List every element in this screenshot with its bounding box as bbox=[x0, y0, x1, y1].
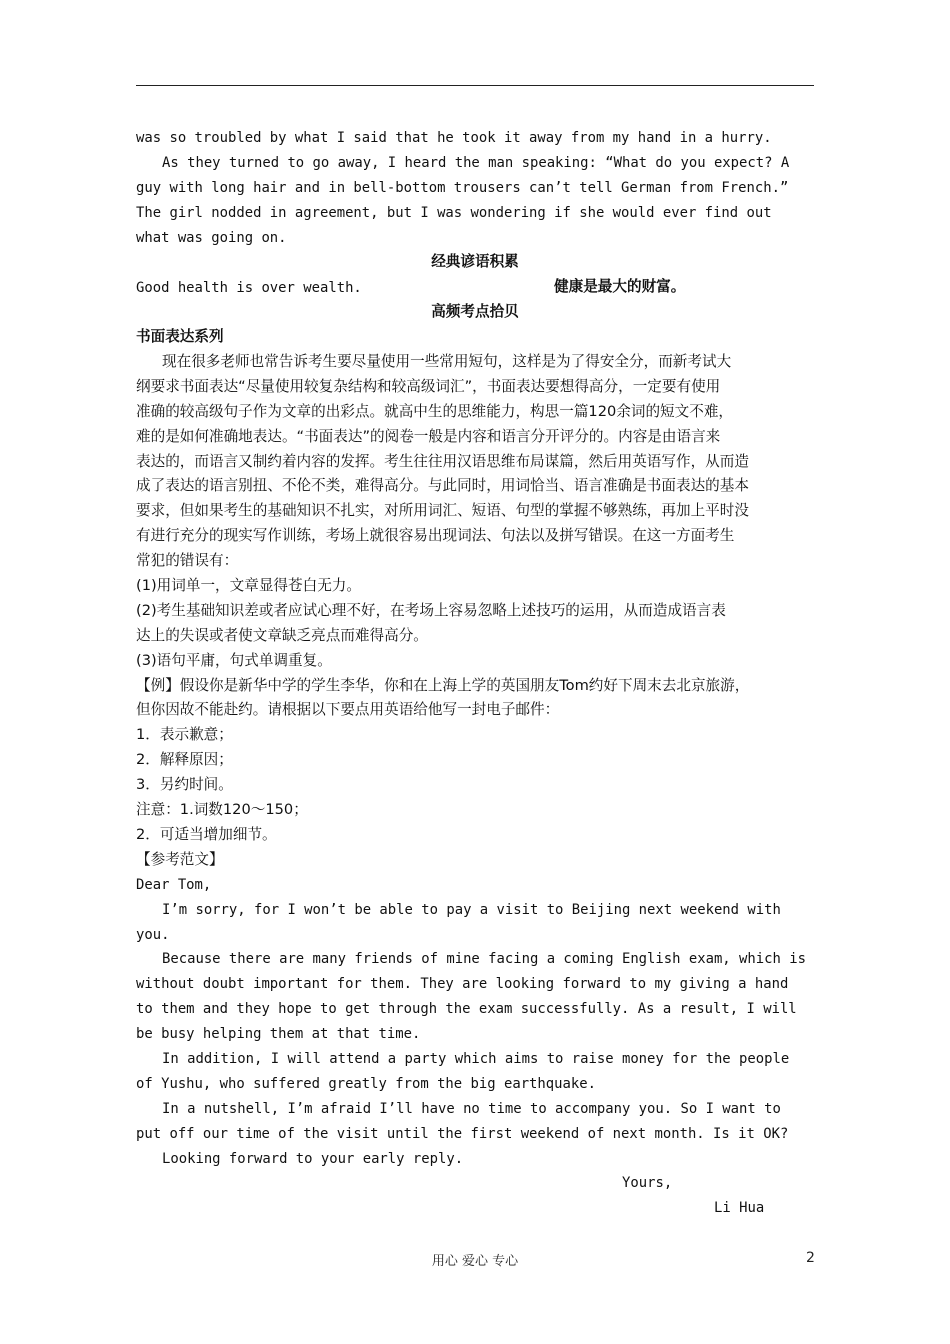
page-content bbox=[136, 126, 814, 1221]
body-line: 成了表达的语言别扭、不伦不类，难得高分。与此同时，用词恰当、语言准确是书面表达的基本 bbox=[136, 477, 749, 495]
sample-heading: 【参考范文】 bbox=[136, 850, 224, 868]
letter-line: In a nutshell, I’m afraid I’ll have no time to accompany you. So I want to bbox=[162, 1100, 781, 1117]
section-heading: 书面表达系列 bbox=[136, 328, 224, 346]
body-line: 有进行充分的现实写作训练，考场上就很容易出现词法、句法以及拼写错误。在这一方面考生 bbox=[136, 527, 735, 545]
example-line: 【例】假设你是新华中学的学生李华，你和在上海上学的英国朋友Tom约好下周末去北京旅游， bbox=[136, 676, 750, 694]
proverb-heading: 经典谚语积累 bbox=[431, 253, 519, 271]
proverb-english: Good health is over wealth. bbox=[136, 280, 362, 297]
story-line: was so troubled by what I said that he took it away from my hand in a hurry. bbox=[136, 130, 772, 146]
letter-signature: Li Hua bbox=[714, 1200, 765, 1217]
error-item: (3)语句平庸，句式单调重复。 bbox=[136, 651, 332, 669]
letter-line: put off our time of the visit until the first weekend of next month. Is it OK? bbox=[136, 1125, 789, 1142]
letter-line: I’m sorry, for I won’t be able to pay a visit to Beijing next weekend with bbox=[162, 901, 781, 918]
exam-points-heading: 高频考点拾贝 bbox=[431, 303, 519, 321]
story-line: The girl nodded in agreement, but I was wondering if she would ever find out bbox=[136, 204, 772, 221]
requirement-item: 1．表示歉意； bbox=[136, 726, 233, 744]
page-footer bbox=[0, 1250, 950, 1270]
letter-line: be busy helping them at that time. bbox=[136, 1026, 421, 1043]
header-rule bbox=[136, 85, 814, 86]
letter-line: Looking forward to your early reply. bbox=[162, 1150, 464, 1167]
page-number: 2 bbox=[806, 1250, 815, 1266]
story-line: As they turned to go away, I heard the man speaking: “What do you expect? A bbox=[162, 154, 790, 171]
body-line: 难的是如何准确地表达。“书面表达”的阅卷一般是内容和语言分开评分的。内容是由语言来 bbox=[136, 427, 721, 445]
letter-line: without doubt important for them. They are looking forward to my giving a hand bbox=[136, 976, 789, 993]
letter-line: you. bbox=[136, 926, 170, 943]
proverb-row bbox=[136, 275, 814, 300]
note-line: 注意：1.词数120～150； bbox=[136, 801, 308, 819]
story-line: guy with long hair and in bell-bottom trousers can’t tell German from French.” bbox=[136, 179, 789, 196]
error-item: (2)考生基础知识差或者应试心理不好，在考场上容易忽略上述技巧的运用，从而造成语言表 bbox=[136, 601, 726, 619]
letter-closing: Yours, bbox=[622, 1175, 673, 1192]
body-line: 现在很多老师也常告诉考生要尽量使用一些常用短句，这样是为了得安全分，而新考试大 bbox=[162, 353, 732, 371]
letter-line: of Yushu, who suffered greatly from the big earthquake. bbox=[136, 1075, 596, 1092]
note-line: 2．可适当增加细节。 bbox=[136, 825, 277, 843]
body-line: 常犯的错误有： bbox=[136, 552, 239, 570]
body-line: 要求，但如果考生的基础知识不扎实，对所用词汇、短语、句型的掌握不够熟练，再加上平时没 bbox=[136, 502, 749, 520]
letter-line: In addition, I will attend a party which aims to raise money for the people bbox=[162, 1050, 790, 1067]
body-line: 纲要求书面表达“尽量使用较复杂结构和较高级词汇”，书面表达要想得高分，一定要有使用 bbox=[136, 377, 721, 395]
story-line: what was going on. bbox=[136, 229, 287, 246]
error-item-continued: 达上的失误或者使文章缺乏亮点而难得高分。 bbox=[136, 626, 428, 644]
body-line: 表达的，而语言又制约着内容的发挥。考生往往用汉语思维布局谋篇，然后用英语写作，从而造 bbox=[136, 452, 749, 470]
error-item: (1)用词单一，文章显得苍白无力。 bbox=[136, 577, 361, 595]
letter-greeting: Dear Tom, bbox=[136, 876, 212, 893]
footer-text: 用心 爱心 专心 bbox=[431, 1254, 519, 1269]
letter-line: Because there are many friends of mine facing a coming English exam, which is bbox=[162, 951, 806, 968]
proverb-chinese: 健康是最大的财富。 bbox=[554, 278, 686, 296]
requirement-item: 2．解释原因； bbox=[136, 751, 233, 769]
example-line: 但你因故不能赴约。请根据以下要点用英语给他写一封电子邮件： bbox=[136, 701, 560, 719]
body-line: 准确的较高级句子作为文章的出彩点。就高中生的思维能力，构思一篇120余词的短文不难， bbox=[136, 402, 734, 420]
requirement-item: 3．另约时间。 bbox=[136, 776, 233, 794]
letter-line: to them and they hope to get through the exam successfully. As a result, I will bbox=[136, 1001, 797, 1018]
